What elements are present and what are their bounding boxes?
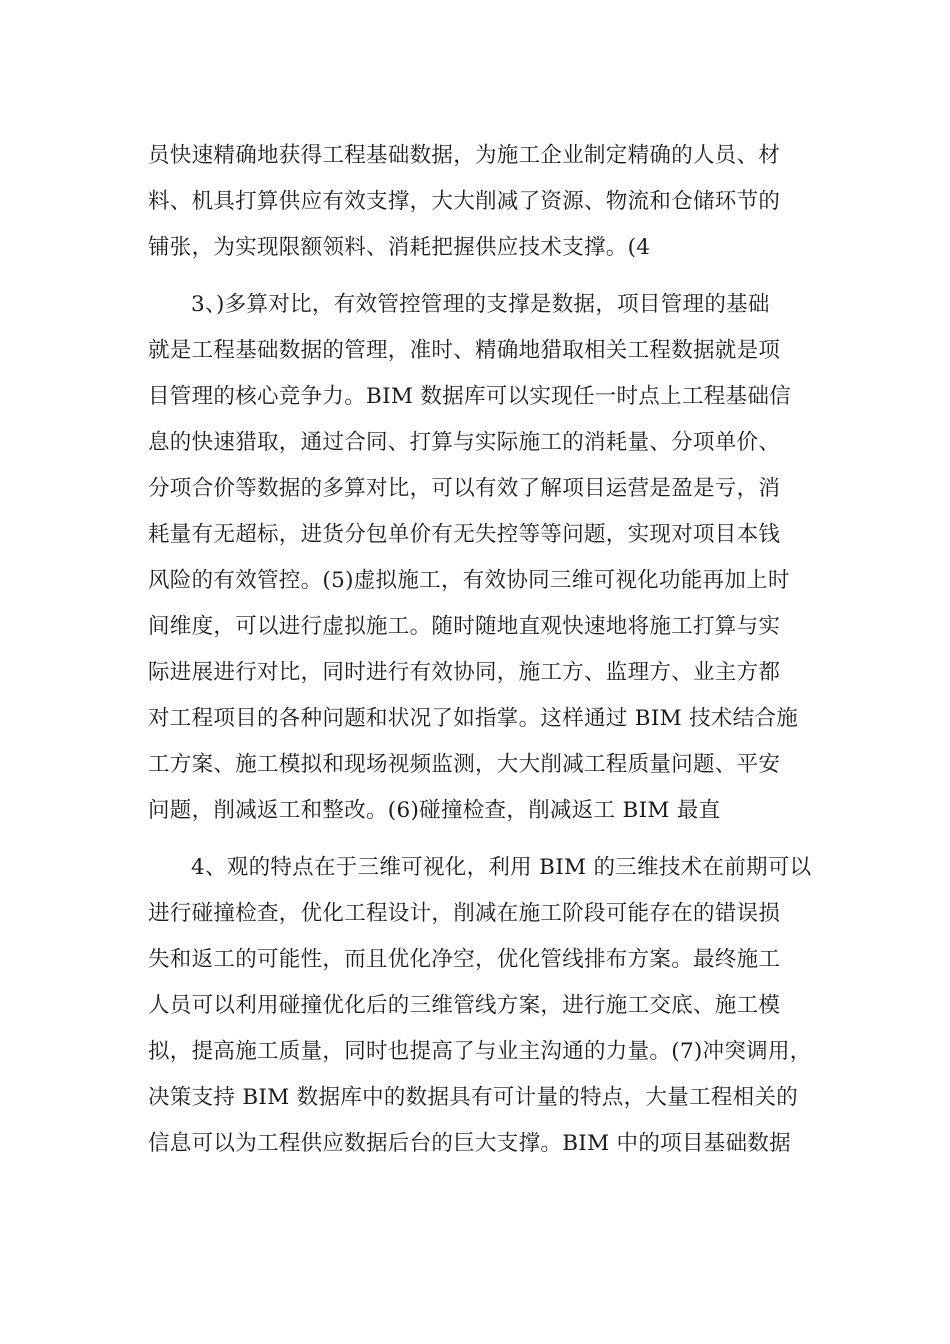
- text-line: 目管理的核心竞争力。BIM 数据库可以实现任一时点上工程基础信: [148, 384, 791, 409]
- text-line: 风险的有效管控。(5)虚拟施工，有效协同三维可视化功能再加上时: [148, 568, 790, 593]
- text-line: 失和返工的可能性，而且优化净空，优化管线排布方案。最终施工: [148, 947, 781, 972]
- text-line: 工方案、施工模拟和现场视频监测，大大削减工程质量问题、平安: [148, 752, 781, 777]
- text-line: 就是工程基础数据的管理，准时、精确地猎取相关工程数据就是项: [148, 338, 781, 363]
- text-line: 铺张，为实现限额领料、消耗把握供应技术支撑。(4: [148, 235, 651, 260]
- paragraph-first-line: 4、观的特点在于三维可视化，利用 BIM 的三维技术在前期可以: [191, 855, 812, 880]
- text-line: 料、机具打算供应有效支撑，大大削减了资源、物流和仓储环节的: [148, 189, 781, 214]
- text-line: 决策支持 BIM 数据库中的数据具有可计量的特点，大量工程相关的: [148, 1085, 799, 1110]
- text-line: 进行碰撞检查，优化工程设计，削减在施工阶段可能存在的错误损: [148, 901, 781, 926]
- text-line: 耗量有无超标，进货分包单价有无失控等等问题，实现对项目本钱: [148, 522, 781, 547]
- text-line: 息的快速猎取，通过合同、打算与实际施工的消耗量、分项单价、: [148, 430, 781, 455]
- text-line: 信息可以为工程供应数据后台的巨大支撑。BIM 中的项目基础数据: [148, 1131, 791, 1156]
- text-line: 员快速精确地获得工程基础数据，为施工企业制定精确的人员、材: [148, 143, 781, 168]
- body-text: [148, 133, 818, 1167]
- text-line: 分项合价等数据的多算对比，可以有效了解项目运营是盈是亏，消: [148, 476, 781, 501]
- text-line: 问题，削减返工和整改。(6)碰撞检查，削减返工 BIM 最直: [148, 798, 721, 823]
- paragraph-first-line: 3、)多算对比，有效管控管理的支撑是数据，项目管理的基础: [191, 292, 770, 317]
- text-line: 拟，提高施工质量，同时也提高了与业主沟通的力量。(7)冲突调用，: [148, 1039, 812, 1064]
- text-line: 人员可以利用碰撞优化后的三维管线方案，进行施工交底、施工模: [148, 993, 781, 1018]
- text-line: 对工程项目的各种问题和状况了如指掌。这样通过 BIM 技术结合施: [148, 706, 799, 731]
- text-line: 际进展进行对比，同时进行有效协同，施工方、监理方、业主方都: [148, 660, 781, 685]
- text-line: 间维度，可以进行虚拟施工。随时随地直观快速地将施工打算与实: [148, 614, 781, 639]
